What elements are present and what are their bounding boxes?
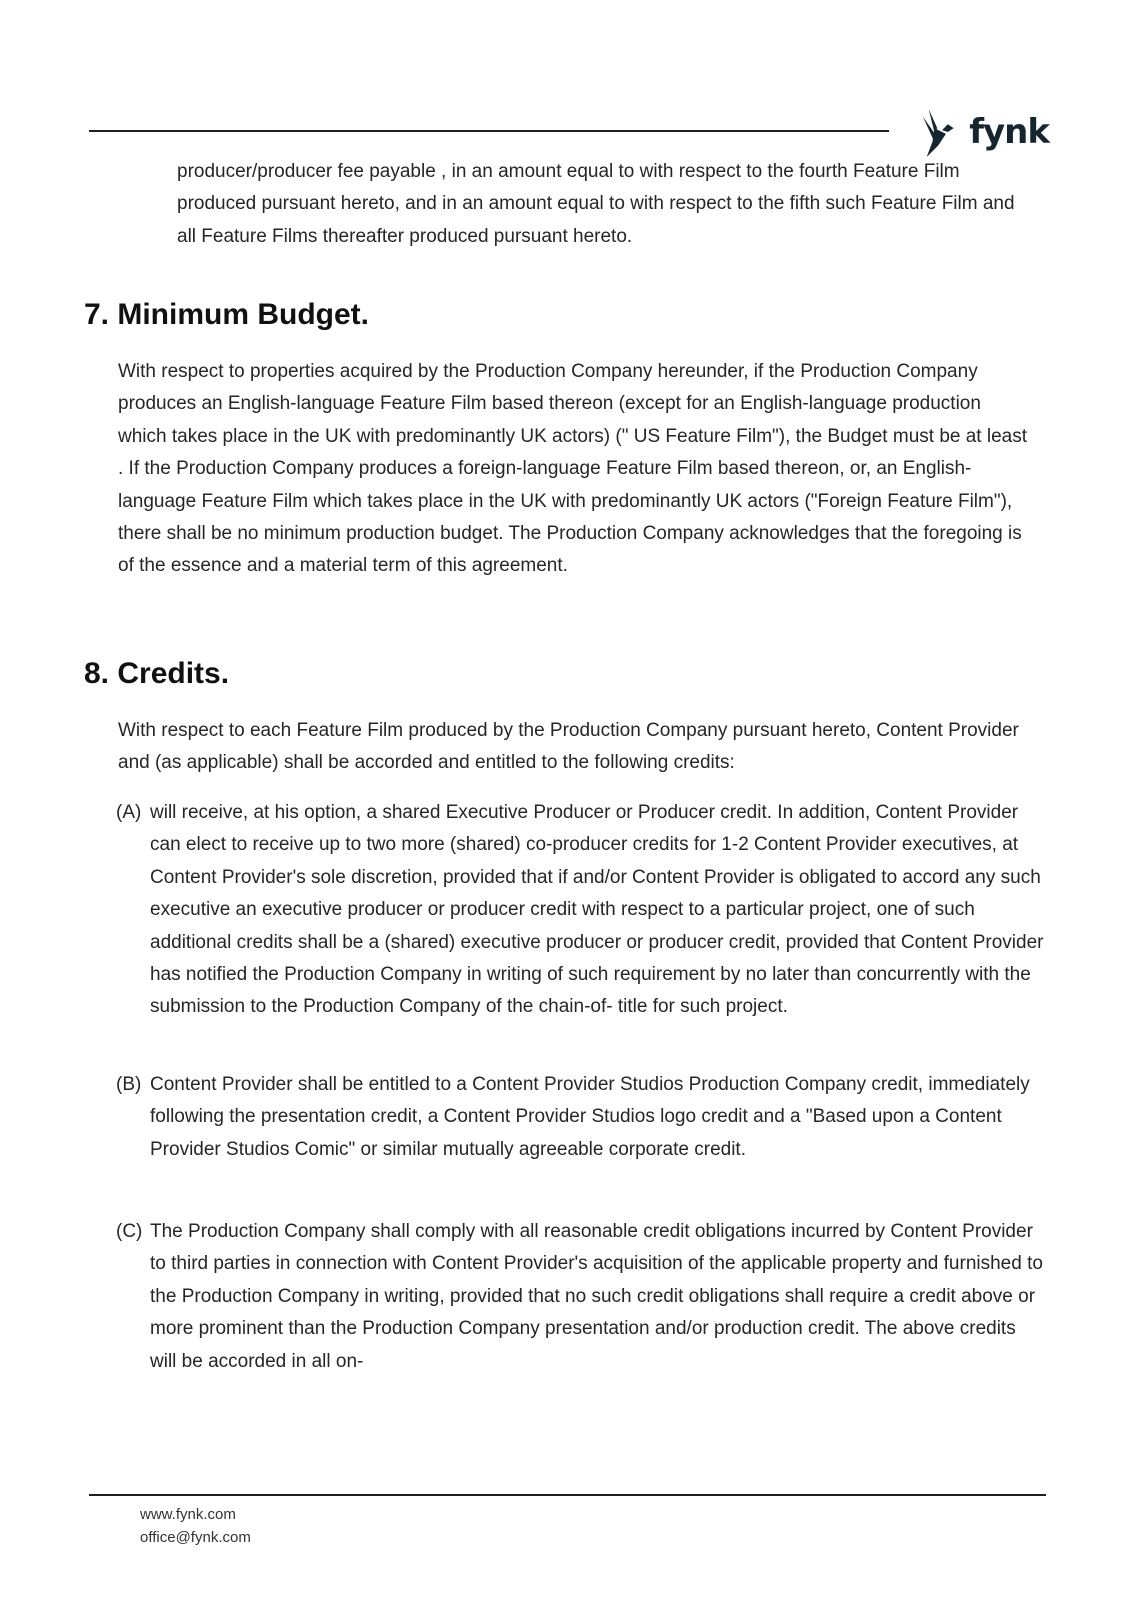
header-divider xyxy=(89,130,889,132)
list-item-text: The Production Company shall comply with all reasonable credit obligations incurred by Content Provider to third parties in connection with Content Provider's acquisition of the applicable property and furnished to the Production Company in writing, provided that no such credit obligations shall require a credit above or more prominent than the Production Company presentation and/or production credit. The above credits will be accorded in all on- xyxy=(150,1221,1043,1372)
section-heading-credits: 8. Credits. xyxy=(84,657,230,690)
list-item xyxy=(116,797,1046,1024)
list-marker: (A) xyxy=(116,802,142,823)
footer-website[interactable]: www.fynk.com xyxy=(140,1506,236,1523)
footer-divider xyxy=(89,1494,1046,1496)
list-item-text: Content Provider shall be entitled to a Content Provider Studios Production Company credit, immediately following the presentation credit, a Content Provider Studios logo credit and a "Based upon a Content Provider Studios Comic" or similar mutually agreeable corporate credit. xyxy=(150,1074,1030,1160)
brand-name: fynk xyxy=(969,112,1049,152)
bird-logo-icon xyxy=(919,106,963,158)
section-body-credits: With respect to each Feature Film produced by the Production Company pursuant hereto, Content Provider and (as applicable) shall be accorded and entitled to the following credits: xyxy=(118,720,1019,774)
list-item-text: will receive, at his option, a shared Executive Producer or Producer credit. In addition, Content Provider can elect to receive up to two more (shared) co-producer credits for 1-2 Content Provider executives, at Content Provider's sole discretion, provided that if and/or Content Provider is obligated to accord any such executive an executive producer or producer credit with respect to a particular project, one of such additional credits shall be a (shared) executive producer or producer credit, provided that Content Provider has notified the Production Company in writing of such requirement by no later than concurrently with the submission to the Production Company of the chain-of- title for such project. xyxy=(150,802,1044,1018)
list-item xyxy=(116,1069,1046,1166)
section-body-minimum-budget: With respect to properties acquired by the Production Company hereunder, if the Production Company produces an English-language Feature Film based thereon (except for an English-language production which takes place in the UK with predominantly UK actors) (" US Feature Film"), the Budget must be at least . If the Production Company produces a foreign-language Feature Film based thereon, or, an English-language Feature Film which takes place in the UK with predominantly UK actors ("Foreign Feature Film"), there shall be no minimum production budget. The Production Company acknowledges that the foregoing is of the essence and a material term of this agreement. xyxy=(118,361,1027,577)
list-marker: (B) xyxy=(116,1074,142,1095)
list-marker: (C) xyxy=(116,1221,143,1242)
continuation-paragraph: producer/producer fee payable , in an amount equal to with respect to the fourth Feature Film produced pursuant hereto, and in an amount equal to with respect to the fifth such Feature Film and all Feature Films thereafter produced pursuant hereto. xyxy=(177,161,1015,247)
brand-logo xyxy=(919,104,1049,160)
list-item xyxy=(116,1216,1046,1378)
footer-email[interactable]: office@fynk.com xyxy=(140,1529,251,1546)
section-heading-minimum-budget: 7. Minimum Budget. xyxy=(84,298,369,331)
